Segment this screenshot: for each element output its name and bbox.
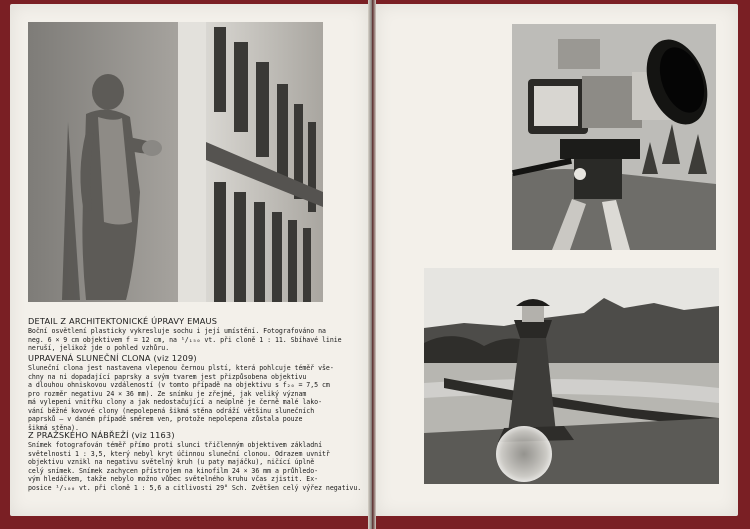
caption-architectural-detail [28, 316, 342, 353]
caption-title: DETAIL Z ARCHITEKTONICKÉ ÚPRAVY EMAUS [28, 316, 218, 326]
caption-line: chny na ni dopadající paprsky a svým tvarem jest přizpůsobena objektivu [28, 372, 307, 381]
caption-title: UPRAVENÁ SLUNEČNÍ CLONA (viz 1209) [28, 353, 197, 363]
caption-prague-embankment [28, 430, 362, 492]
caption-line: vání běžné kovové clony (nepolepená šikmá stěna odráží většinu slunečních [28, 406, 315, 415]
caption-sun-shade [28, 353, 334, 432]
caption-line: pro rozměr negativu 24 × 36 mm). Ze snímku je zřejmé, jak veliký význam [28, 389, 307, 398]
book-gutter [368, 0, 376, 529]
caption-line: Boční osvětlení plasticky vykresluje sochu i její umístění. Fotografováno na [28, 327, 326, 335]
caption-line: Sluneční clona jest nastavena vlepenou černou plstí, která pohlcuje téměř vše- [28, 364, 334, 372]
caption-line: má vylepení vnitřku clony a jak nedostačující a neúplné je černě malé lako- [28, 398, 322, 406]
caption-line: Snímek fotografován téměř přímo proti slunci třičlenným objektivem základní [28, 441, 322, 449]
caption-line: světelnosti 1 : 3,5, který nebyl kryt účinnou sluneční clonou. Odrazem uvnitř [28, 449, 330, 458]
caption-title: Z PRAŽSKÉHO NÁBŘEŽÍ (viz 1163) [28, 430, 175, 440]
caption-line: paprsků — v daném případě směrem ven, protože nepolepena zůstala pouze [28, 415, 303, 423]
caption-line: neruší, jelikož jde o pohled vzhůru. [28, 344, 170, 352]
caption-line: posice ¹/₁₀₀ vt. při cloně 1 : 5,6 a citlivosti 29° Sch. Zvětšen celý výřez negativu. [28, 483, 362, 492]
caption-line: a dlouhou ohniskovou vzdáleností (v tomto případě na objektivu s f₂₀ = 7,5 cm [28, 381, 330, 389]
statue-facade-photo [28, 22, 323, 302]
caption-line: vým hledáčkem, takže nebylo možno vůbec světelného kruhu včas zjistit. Ex- [28, 475, 319, 483]
caption-line: neg. 6 × 9 cm objektivem f = 12 cm, na ¹/₁₅₀ vt. při cloně 1 : 11. Sbíhavé linie [28, 335, 342, 344]
embankment-lighthouse-photo [424, 268, 719, 484]
caption-line: šikmá stěna). [28, 423, 79, 432]
camera-sunshade-photo [512, 24, 716, 250]
caption-line: objektivu vznikl na negativu světelný kruh (u paty majáčku), ničící úplně [28, 458, 315, 466]
caption-line: celý snímek. Snímek zachycen přístrojem na kinofilm 24 × 36 mm a průhledo- [28, 466, 319, 475]
